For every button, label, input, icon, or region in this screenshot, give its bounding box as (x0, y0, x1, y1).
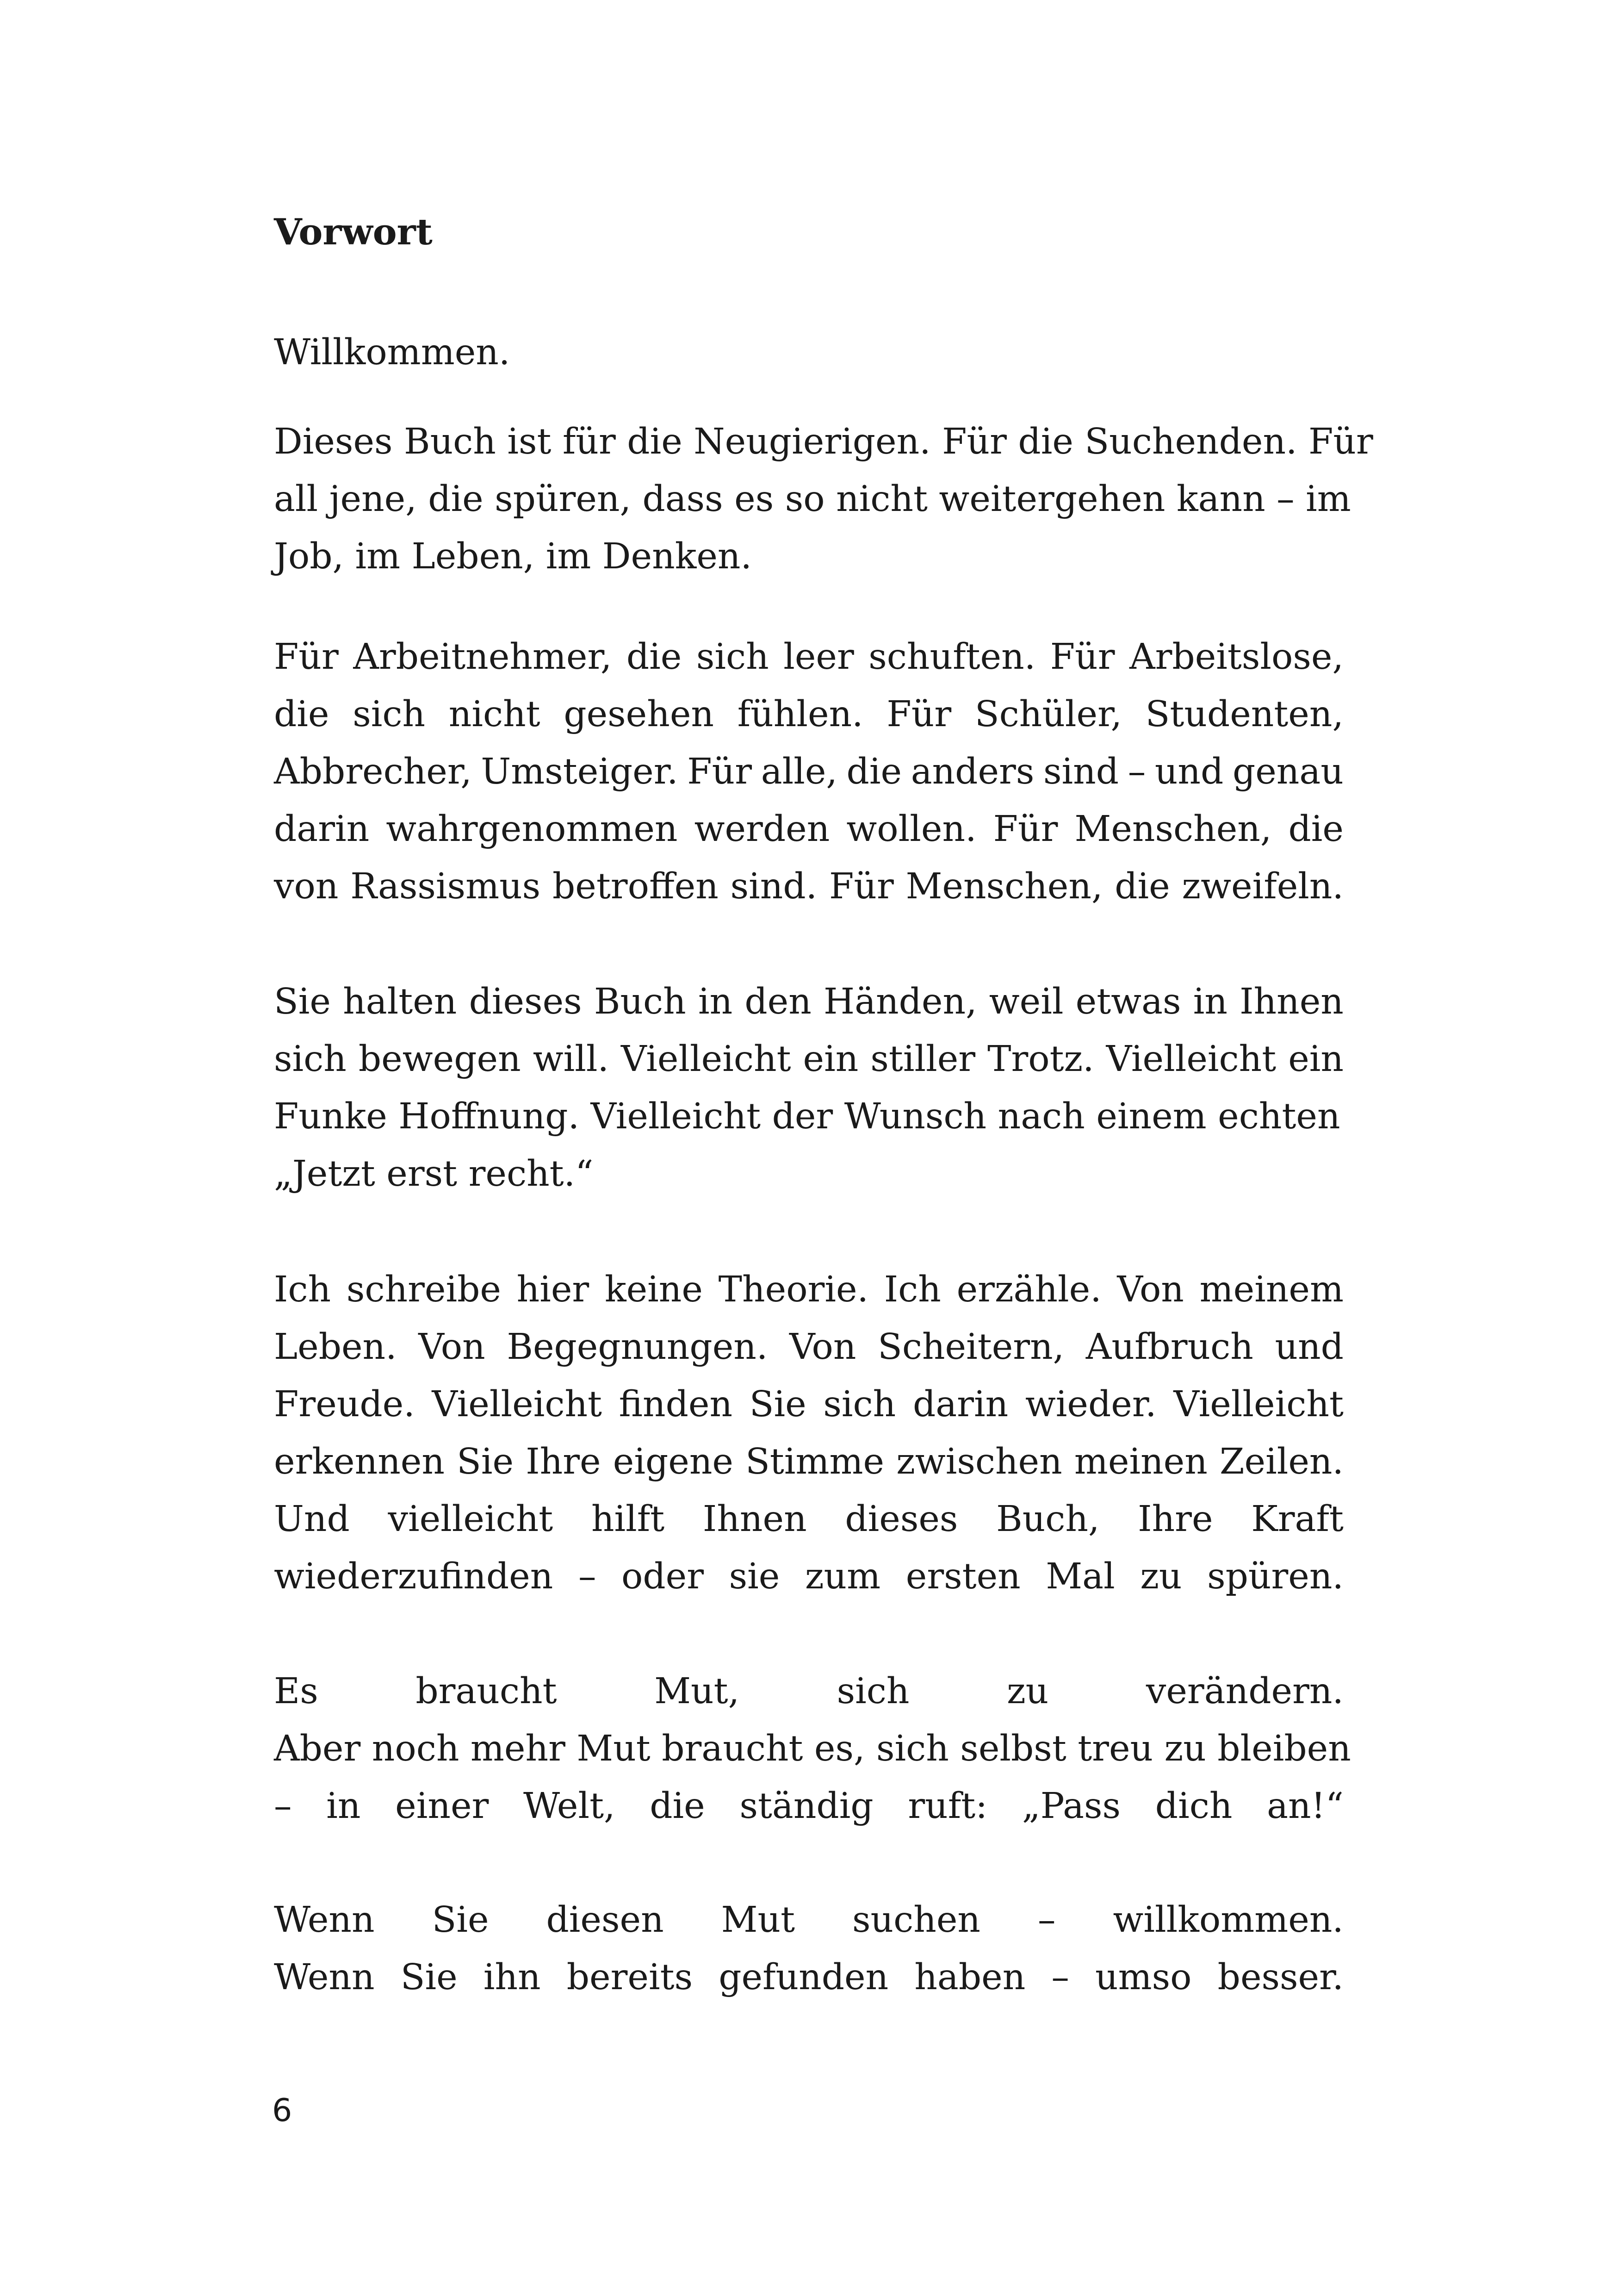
word: Ihnen (702, 1499, 807, 1540)
word: Ich (884, 1269, 941, 1310)
word: Sie (457, 1441, 514, 1482)
word: Von (789, 1326, 856, 1368)
word: Händen, (823, 981, 977, 1022)
word: nicht (448, 694, 540, 735)
word: die (274, 694, 329, 735)
text-line: all jene, die spüren, dass es so nicht weitergehen kann – im (274, 479, 1351, 520)
word: ruft: (908, 1786, 988, 1827)
word: Menschen, (905, 866, 1103, 907)
word: Buch (594, 981, 686, 1022)
word: Mal (1046, 1556, 1115, 1597)
word: anders (911, 751, 1035, 792)
word: Vielleicht (432, 1384, 602, 1425)
text-line (274, 1376, 1344, 1433)
word: sind. (730, 866, 818, 907)
word: Von (418, 1326, 485, 1368)
word: suchen (852, 1899, 980, 1941)
word: – (274, 1786, 292, 1827)
word: Schüler, (974, 694, 1122, 735)
word: Buch, (996, 1499, 1100, 1540)
word: gefunden (719, 1957, 889, 1998)
text-line (274, 686, 1344, 743)
word: meinem (1199, 1269, 1344, 1310)
word: Vielleicht (1173, 1384, 1344, 1425)
word: in (326, 1786, 361, 1827)
word: Arbeitslose, (1129, 636, 1344, 678)
word: sich (353, 694, 426, 735)
word: wahrgenommen (386, 809, 678, 850)
word: zwischen (896, 1441, 1062, 1482)
word: Mut (721, 1899, 795, 1941)
word: Von (1117, 1269, 1184, 1310)
word: in (698, 981, 733, 1022)
word: Für (687, 751, 752, 792)
text-line (274, 858, 1344, 915)
word: gesehen (564, 694, 714, 735)
text-line: Aber noch mehr Mut braucht es, sich selbst treu zu bleiben (274, 1728, 1351, 1769)
word: meinen (1074, 1441, 1208, 1482)
word: Sie (749, 1384, 806, 1425)
word: Stimme (745, 1441, 885, 1482)
word: Wenn (274, 1899, 375, 1941)
page-number: 6 (272, 2092, 292, 2129)
text-line (274, 1949, 1344, 2006)
word: und (1275, 1326, 1344, 1368)
word: Für (993, 809, 1058, 850)
word: hilft (591, 1499, 665, 1540)
text-line (274, 1778, 1344, 1835)
word: hier (516, 1269, 589, 1310)
word: die (1288, 809, 1344, 850)
word: ständig (739, 1786, 874, 1827)
paragraph-intro (274, 413, 1373, 585)
word: Freude. (274, 1384, 415, 1425)
word: – (578, 1556, 596, 1597)
paragraph-closing (274, 1892, 1344, 2006)
word: ein (1288, 1039, 1344, 1080)
word: Aufbruch (1085, 1326, 1253, 1368)
text-line: „Jetzt erst recht.“ (274, 1153, 594, 1195)
word: wiederzufinden (274, 1556, 553, 1597)
word: vielleicht (388, 1499, 553, 1540)
word: sich (696, 636, 769, 678)
word: sich (837, 1671, 910, 1712)
word: Arbeitnehmer, (353, 636, 612, 678)
word: darin (912, 1384, 1009, 1425)
word: wieder. (1025, 1384, 1157, 1425)
word: eigene (613, 1441, 733, 1482)
word: einer (395, 1786, 489, 1827)
text-line (274, 801, 1344, 858)
word: Welt, (523, 1786, 615, 1827)
word: Sie (400, 1957, 458, 1998)
word: haben (914, 1957, 1026, 1998)
word: sich (823, 1384, 896, 1425)
text-line (274, 1548, 1344, 1605)
word: will. (533, 1039, 609, 1080)
word: oder (621, 1556, 704, 1597)
word: fühlen. (737, 694, 863, 735)
word: halten (343, 981, 457, 1022)
word: betroffen (552, 866, 719, 907)
text-line (274, 1319, 1344, 1376)
word: die (650, 1786, 705, 1827)
word: Trotz. (987, 1039, 1094, 1080)
text-line: Dieses Buch ist für die Neugierigen. Für die Suchenden. Für (274, 421, 1373, 462)
word: weil (989, 981, 1064, 1022)
word: in (1193, 981, 1227, 1022)
word: Ihre (1138, 1499, 1213, 1540)
word: Abbrecher, (274, 751, 472, 792)
word: Es (274, 1671, 318, 1712)
paragraph-story (274, 1261, 1344, 1605)
word: Sie (432, 1899, 489, 1941)
text-line (274, 1491, 1344, 1548)
word: bewegen (358, 1039, 521, 1080)
word: diesen (546, 1899, 664, 1941)
word: Mut, (654, 1671, 740, 1712)
word: Begegnungen. (507, 1326, 768, 1368)
word: die (626, 636, 682, 678)
word: sich (274, 1039, 347, 1080)
text-line (274, 1663, 1344, 1720)
word: leer (783, 636, 854, 678)
word: Rassismus (350, 866, 541, 907)
text-line (274, 743, 1344, 801)
word: dich (1155, 1786, 1233, 1827)
word: Sie (274, 981, 331, 1022)
word: zu (1140, 1556, 1182, 1597)
text-line: Funke Hoffnung. Vielleicht der Wunsch nach einem echten (274, 1096, 1340, 1137)
word: etwas (1075, 981, 1181, 1022)
paragraph-welcome (274, 324, 1344, 381)
word: werden (694, 809, 830, 850)
word: Leben. (274, 1326, 397, 1368)
word: Menschen, (1074, 809, 1272, 850)
word: ersten (905, 1556, 1021, 1597)
word: zum (805, 1556, 881, 1597)
word: Für (829, 866, 894, 907)
word: Und (274, 1499, 350, 1540)
word: Scheitern, (878, 1326, 1065, 1368)
word: schreibe (346, 1269, 501, 1310)
word: Für (1050, 636, 1115, 678)
word: die (846, 751, 902, 792)
word: „Pass (1022, 1786, 1121, 1827)
word: Ihre (526, 1441, 601, 1482)
word: spüren. (1207, 1556, 1344, 1597)
word: ihn (483, 1957, 541, 1998)
word: wollen. (846, 809, 977, 850)
word: dieses (845, 1499, 958, 1540)
word: sie (729, 1556, 780, 1597)
word: genau (1232, 751, 1344, 792)
word: den (744, 981, 812, 1022)
word: von (274, 866, 339, 907)
text-line (274, 1261, 1344, 1319)
text-line: Job, im Leben, im Denken. (274, 536, 752, 577)
word: dieses (469, 981, 582, 1022)
word: Vielleicht (1106, 1039, 1277, 1080)
word: stiller (870, 1039, 976, 1080)
text-line: Willkommen. (274, 332, 510, 373)
word: – (1037, 1899, 1056, 1941)
word: verändern. (1146, 1671, 1344, 1712)
word: Für (274, 636, 339, 678)
word: und (1154, 751, 1224, 792)
paragraph-motivation (274, 973, 1344, 1203)
word: an!“ (1267, 1786, 1344, 1827)
word: bereits (566, 1957, 693, 1998)
word: Umsteiger. (481, 751, 678, 792)
word: besser. (1217, 1957, 1344, 1998)
word: finden (619, 1384, 733, 1425)
word: ein (803, 1039, 859, 1080)
paragraph-audience (274, 628, 1344, 915)
word: darin (274, 809, 370, 850)
word: willkommen. (1113, 1899, 1344, 1941)
word: Ich (274, 1269, 331, 1310)
page-title: Vorwort (274, 211, 433, 253)
word: sind (1043, 751, 1119, 792)
word: Wenn (274, 1957, 375, 1998)
text-line (274, 1031, 1344, 1088)
word: Vielleicht (620, 1039, 791, 1080)
word: die (1115, 866, 1170, 907)
word: Studenten, (1145, 694, 1344, 735)
word: erkennen (274, 1441, 445, 1482)
text-line (274, 1433, 1344, 1491)
word: umso (1095, 1957, 1192, 1998)
word: – (1128, 751, 1146, 792)
word: Theorie. (718, 1269, 869, 1310)
word: Zeilen. (1220, 1441, 1344, 1482)
word: schuften. (868, 636, 1036, 678)
word: alle, (761, 751, 837, 792)
paragraph-courage (274, 1663, 1351, 1835)
word: – (1051, 1957, 1069, 1998)
word: Ihnen (1240, 981, 1344, 1022)
word: zu (1007, 1671, 1049, 1712)
word: Für (886, 694, 952, 735)
word: erzähle. (956, 1269, 1102, 1310)
word: zweifeln. (1182, 866, 1344, 907)
word: keine (604, 1269, 703, 1310)
word: Kraft (1251, 1499, 1344, 1540)
word: braucht (415, 1671, 557, 1712)
text-line (274, 1892, 1344, 1949)
text-line (274, 973, 1344, 1031)
text-line (274, 628, 1344, 686)
